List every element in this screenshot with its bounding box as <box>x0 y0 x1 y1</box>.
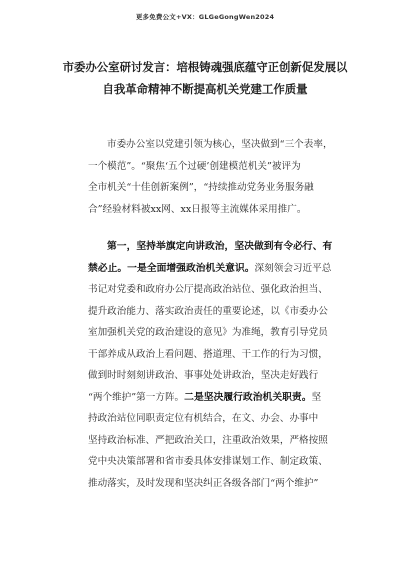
text-line: 做到时时刻刻讲政治、事事处处讲政治，坚决走好践行 <box>88 370 319 381</box>
header-note: 更多免费公文+VX：GLGeGongWen2024 <box>135 13 275 21</box>
title-line-1: 市委办公室研讨发言：培根铸魂强底蕴守正创新促发展以 <box>62 60 348 74</box>
title-line-2: 自我革命精神不断提高机关党建工作质量 <box>102 82 308 96</box>
text-line: 市委办公室以党建引领为核心，坚决做到“三个表率， <box>107 139 333 150</box>
text-run: “两个维护”第一方阵。 <box>88 391 185 403</box>
text-line: 持政治站位同职责定位有机结合，在文、办会、办事中 <box>88 413 319 424</box>
text-run: 深刻领会习近平总 <box>254 262 332 274</box>
text-line: 书记对党委和政府办公厅提高政治站位、强化政治担当、 <box>88 284 328 295</box>
text-line: 室加强机关党的政治建设的意见》为准绳，教育引导党员 <box>88 327 328 338</box>
text-line: 提升政治能力、落实政治责任的重要论述，以《市委办公 <box>88 305 328 317</box>
text-line: 一个模范”。“聚焦‘五个过硬’创建模范机关”被评为 <box>88 160 301 172</box>
text-line <box>88 258 336 280</box>
text-line <box>88 387 336 409</box>
text-line: 干部养成从政治上看问题、搭道理、干工作的行为习惯， <box>88 348 328 360</box>
document-title <box>60 56 350 100</box>
paragraph-intro <box>88 134 336 220</box>
text-line-bold: 第一，坚持举旗定向讲政治，坚决做到有令必行、有 <box>107 241 333 252</box>
text-line: 推动落实，及时发现和坚决纠正各级各部门“两个维护” <box>88 477 319 489</box>
text-run: 坚 <box>311 391 322 403</box>
text-line: 全市机关“十佳创新案例”，“持续推动党务业务服务融 <box>88 182 314 193</box>
text-line: 合”经验材料被xx网、xx日报等主流媒体采用推广。 <box>88 203 307 215</box>
text-line: 坚持政治标准、严把政治关口，注重政治效果，严格按照 <box>88 434 328 446</box>
text-line: 党中央决策部署和省市委具体安排谋划工作、制定政策、 <box>88 456 328 467</box>
subheading-1: 禁必止。一是全面增强政治机关意识。 <box>88 262 255 274</box>
paragraph-first-point <box>88 236 336 494</box>
subheading-2: 二是坚决履行政治机关职责。 <box>184 391 312 403</box>
